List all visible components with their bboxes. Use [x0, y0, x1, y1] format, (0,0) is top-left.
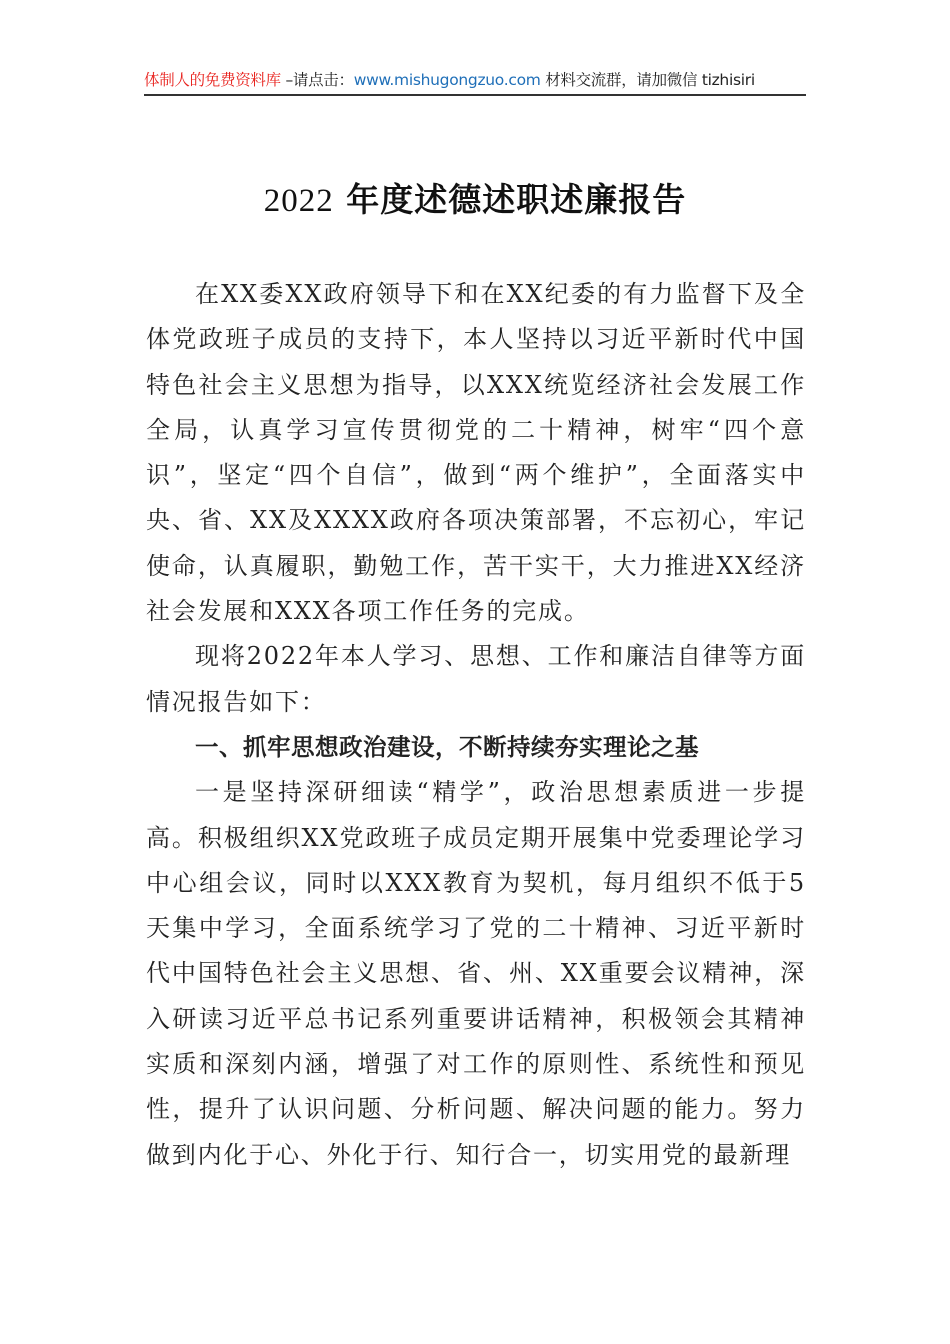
contact-text: 材料交流群，请加微信 tizhisiri	[540, 71, 755, 89]
document-body	[146, 272, 806, 1178]
title-text: 年度述德述职述廉报告	[346, 180, 687, 219]
prompt-text: –请点击：	[280, 71, 354, 89]
intro-paragraph: 在XX委XX政府领导下和在XX纪委的有力监督下及全体党政班子成员的支持下，本人坚持以习近平新时代中国特色社会主义思想为指导，以XXX统览经济社会发展工作全局，认真学习宣传贯彻党的二十精神，树牢“四个意识”，坚定“四个自信”，做到“两个维护”，全面落实中央、省、XX及XXXX政府各项决策部署，不忘初心，牢记使命，认真履职，勤勉工作，苦干实干，大力推进XX经济社会发展和XXX各项工作任务的完成。	[146, 280, 806, 626]
document-title	[0, 174, 950, 221]
brand-text: 体制人的免费资料库	[144, 71, 281, 89]
title-year: 2022	[263, 183, 334, 219]
website-link[interactable]: www.mishugongzuo.com	[353, 71, 541, 89]
section-paragraph: 一是坚持深研细读“精学”，政治思想素质进一步提高。积极组织XX党政班子成员定期开展集中党委理论学习中心组会议，同时以XXX教育为契机，每月组织不低于5天集中学习，全面系统学习了党的二十精神、习近平新时代中国特色社会主义思想、省、州、XX重要会议精神，深入研读习近平总书记系列重要讲话精神，积极领会其精神实质和深刻内涵，增强了对工作的原则性、系统性和预见性，提升了认识问题、分析问题、解决问题的能力。努力做到内化于心、外化于行、知行合一，切实用党的最新理	[146, 778, 806, 1169]
section-heading: 一、抓牢思想政治建设，不断持续夯实理论之基	[195, 732, 699, 761]
watermark-header	[144, 68, 806, 96]
summary-paragraph: 现将2022年本人学习、思想、工作和廉洁自律等方面情况报告如下：	[146, 642, 806, 716]
